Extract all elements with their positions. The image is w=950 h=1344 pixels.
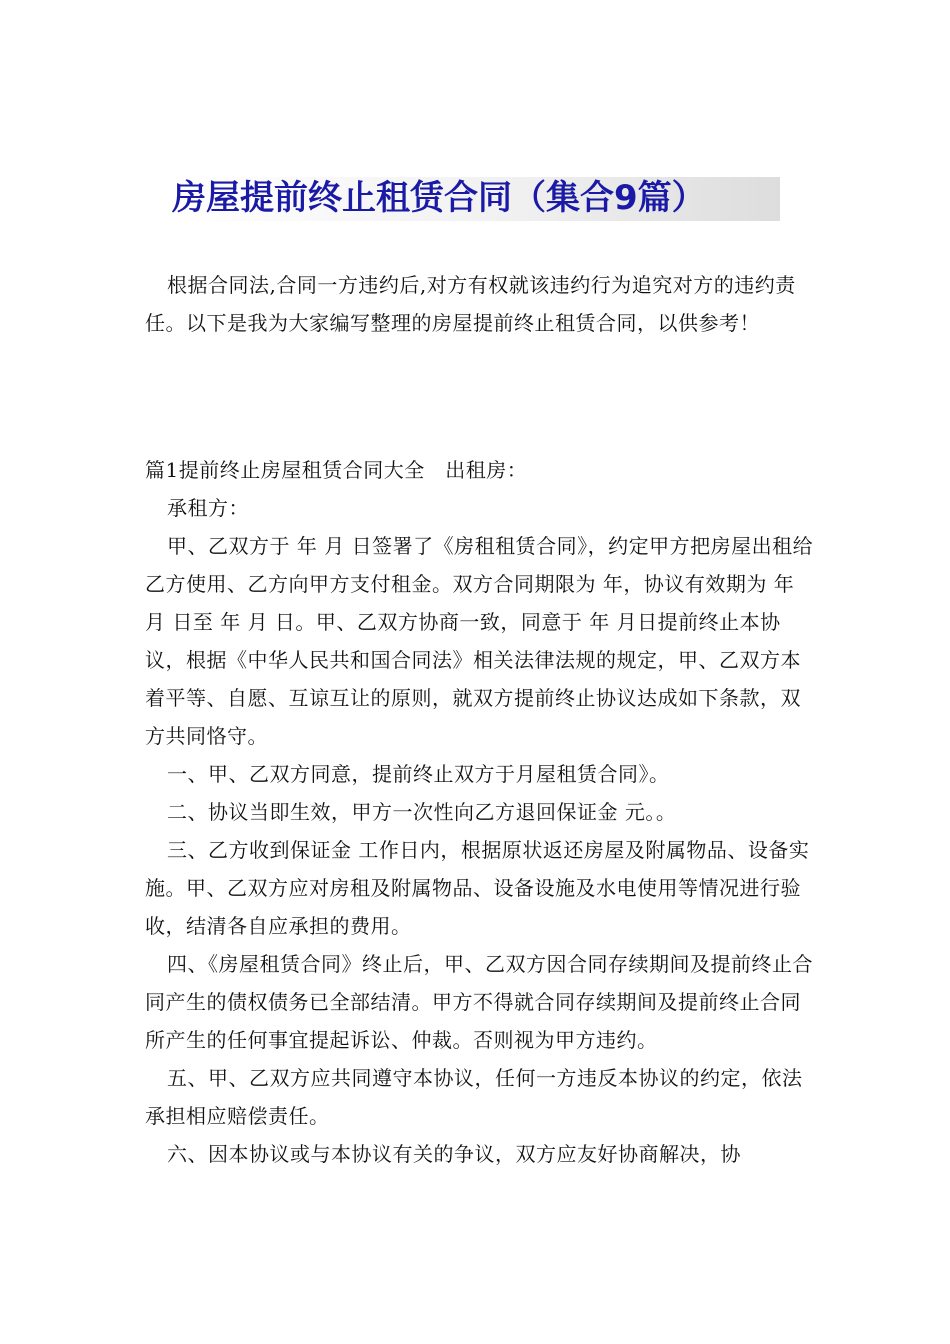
section-heading: 篇1提前终止房屋租赁合同大全 出租房： — [145, 458, 528, 482]
intro-paragraph: 根据合同法,合同一方违约后,对方有权就该违约行为追究对方的违约责任。以下是我为大家编写整理的房屋提前终止租赁合同，以供参考！ — [145, 273, 796, 335]
clause-2: 二、协议当即生效，甲方一次性向乙方退回保证金 元。。 — [167, 800, 677, 824]
clause-5: 五、甲、乙双方应共同遵守本协议，任何一方违反本协议的约定，依法承担相应赔偿责任。 — [145, 1066, 803, 1128]
clause-1: 一、甲、乙双方同意，提前终止双方于月屋租赁合同》。 — [167, 762, 670, 786]
tenant-line: 承租方： — [167, 496, 249, 520]
contract-paragraph: 甲、乙双方于 年 月 日签署了《房租租赁合同》，约定甲方把房屋出租给乙方使用、乙方向甲方支付租金。双方合同期限为 年，协议有效期为 年 月 日至 年 月 日。甲、乙双方协商一致，同意于 年 月日提前终止本协议，根据《中华人民共和国合同法》相关法律法规的规定，甲、乙双方本着平等、自愿、互谅互让的原则，就双方提前终止协议达成如下条款，双方共同恪守。 — [145, 534, 814, 748]
clause-3: 三、乙方收到保证金 工作日内，根据原状返还房屋及附属物品、设备实施。甲、乙双方应对房租及附属物品、设备设施及水电使用等情况进行验收，结清各自应承担的费用。 — [145, 838, 810, 938]
page-title: 房屋提前终止租赁合同（集合9篇） — [172, 178, 706, 218]
clause-4: 四、《房屋租赁合同》终止后，甲、乙双方因合同存续期间及提前终止合同产生的债权债务已全部结清。甲方不得就合同存续期间及提前终止合同所产生的任何事宜提起诉讼、仲裁。否则视为甲方违约。 — [145, 952, 813, 1052]
contract-body — [145, 451, 815, 1173]
clause-6: 六、因本协议或与本协议有关的争议，双方应友好协商解决，协 — [167, 1142, 741, 1166]
intro-section — [145, 266, 815, 342]
